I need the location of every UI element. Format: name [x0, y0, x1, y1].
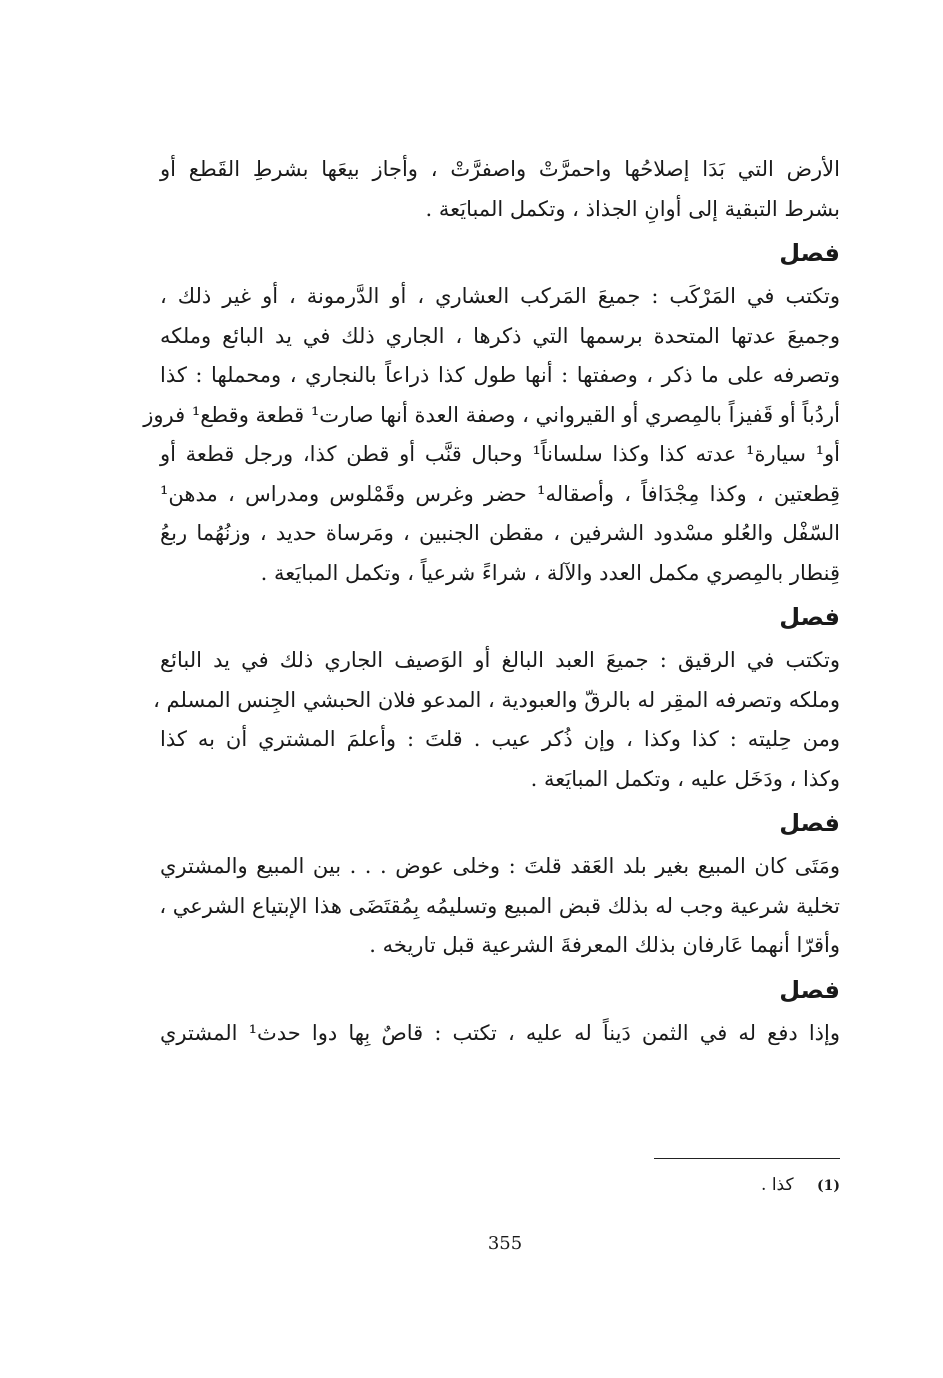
text-line: ومن حِليته : كذا وكذا ، وإن ذُكر عيب . قلتَ : وأعلمَ المشتري أن به كذا: [160, 727, 840, 751]
text-line: قِطعتين ، وكذا مِجْدَافاً ، وأصقاله¹ حضر وغرس وقَمْلوس ومدراس ، مدهن¹: [160, 481, 840, 506]
text-line: بشرط التبقية إلى أوانِ الجذاذ ، وتكمل المبايَعة .: [425, 196, 840, 221]
text-line: وإذا دفع له في الثمن دَيناً له عليه ، تكتب : قاصٌ بِها دوا حدث¹ المشتري: [160, 1020, 840, 1045]
paragraph-5: [160, 1014, 840, 1054]
text-line: وتكتب في المَرْكَب : جميعَ المَركب العشاري ، أو الدَّرمونة ، أو غير ذلك ،: [160, 284, 840, 308]
footnote-number: (1): [817, 1178, 840, 1194]
section-heading: فصل: [779, 603, 840, 631]
paragraph-2: [143, 277, 841, 593]
text-line: أو¹ سيارة¹ عدته كذا وكذا سلساناً¹ وحبال قنَّب أو قطن كذا، ورجل قطعة أو: [160, 442, 841, 466]
paragraph-4: [160, 847, 840, 966]
section-heading: فصل: [779, 239, 840, 267]
text-line: وتصرفه على ما ذكر ، وصفتها : أنها طول كذا ذراعاً بالنجاري ، ومحملها : كذا: [160, 363, 840, 387]
paragraph-3: [153, 641, 840, 799]
text-line: أردُباً أو قَفيزاً بالمِصري أو القيرواني ، وصفة العدة أنها صارت¹ قطعة وقطع¹ فروز: [143, 402, 840, 427]
text-line: الأرض التي بَدَا إصلاحُها واحمرَّتْ واصفرَّتْ ، وأجاز بيعَها بشرطِ القَطع أو: [160, 157, 840, 181]
text-line: السّفْل والعُلو مسْدود الشرفين ، مقطن الجنبين ، ومَرساة حديد ، وزنُهُما ربعُ: [160, 521, 840, 545]
footnote: [640, 1170, 840, 1201]
text-line: قِنطار بالمِصري مكمل العدد والآلة ، شراءً شرعياً ، وتكمل المبايَعة .: [260, 560, 840, 585]
page-number: 355: [487, 1233, 523, 1254]
text-line: وتكتب في الرقيق : جميعَ العبد البالغ أو الوَصيف الجاري ذلك في يد البائع: [160, 648, 840, 672]
text-line: وأقرّا أنهما عَارفان بذلك المعرفةَ الشرعية قبل تاريخه .: [369, 933, 840, 957]
paragraph-1: [160, 150, 840, 229]
page-body: [143, 150, 841, 1053]
text-line: وملكه وتصرفه المقِر له بالرقّ والعبودية ، المدعو فلان الحبشي الجِنس المسلم ،: [153, 687, 840, 712]
section-heading: فصل: [779, 975, 840, 1004]
text-line: وجميعَ عدتها المتحدة برسمها التي ذكرها ، الجاري ذلك في يد البائع وملكه: [160, 323, 840, 348]
text-line: تخلية شرعية وجب له بذلك قبض المبيع وتسليمُه بِمُقتَضَى هذا الإبتياع الشرعي ،: [159, 893, 840, 918]
footnote-text: كذا .: [761, 1175, 794, 1195]
text-line: ومَتَى كان المبيع بغير بلد العَقد قلتَ : وخلى عوض . . . بين المبيع والمشتري: [160, 854, 840, 878]
section-heading: فصل: [779, 809, 840, 837]
footnote-divider: [654, 1158, 840, 1159]
text-line: وكذا ، ودَخَل عليه ، وتكمل المبايَعة .: [530, 766, 840, 791]
